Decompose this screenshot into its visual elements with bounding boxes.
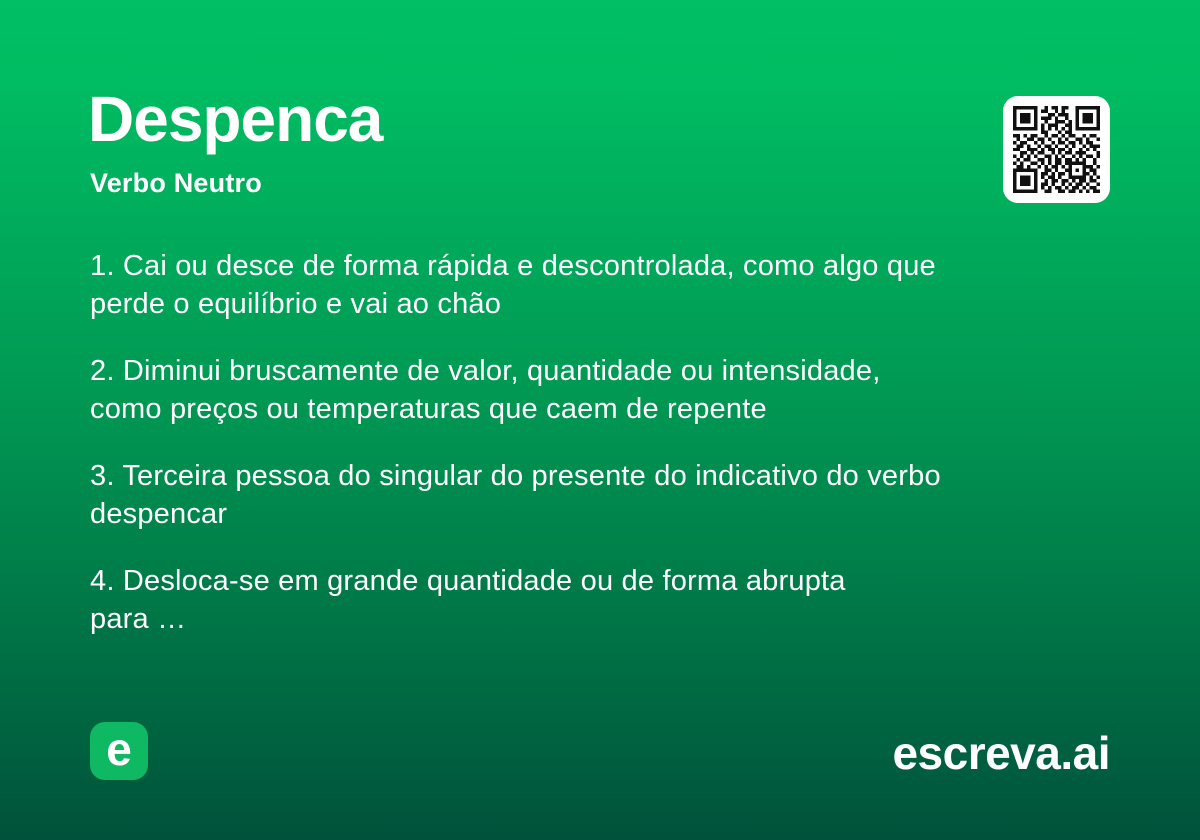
definition-item-2 bbox=[90, 352, 1150, 428]
definitions-list bbox=[90, 247, 1150, 667]
definition-line: 2. Diminui bruscamente de valor, quantidade ou intensidade, bbox=[90, 355, 881, 387]
definition-line: 1. Cai ou desce de forma rápida e descontrolada, como algo que bbox=[90, 250, 936, 282]
qr-code-container bbox=[1003, 96, 1110, 203]
definition-line: despencar bbox=[90, 498, 228, 530]
definition-line: perde o equilíbrio e vai ao chão bbox=[90, 288, 502, 320]
definition-line: 3. Terceira pessoa do singular do presente do indicativo do verbo bbox=[90, 460, 941, 492]
definition-line: para … bbox=[90, 603, 187, 635]
page-title: Despenca bbox=[88, 83, 383, 155]
definition-item-1 bbox=[90, 247, 1150, 323]
word-class-label: Verbo Neutro bbox=[90, 168, 262, 198]
definition-item-3 bbox=[90, 457, 1150, 533]
definition-line: 4. Desloca-se em grande quantidade ou de forma abrupta bbox=[90, 565, 846, 597]
definition-item-4 bbox=[90, 562, 1150, 638]
brand-logo-letter: e bbox=[106, 723, 132, 775]
definition-line: como preços ou temperaturas que caem de repente bbox=[90, 393, 767, 425]
brand-name: escreva.ai bbox=[892, 727, 1110, 779]
qr-code-icon bbox=[1013, 106, 1100, 193]
brand-logo bbox=[90, 722, 148, 780]
